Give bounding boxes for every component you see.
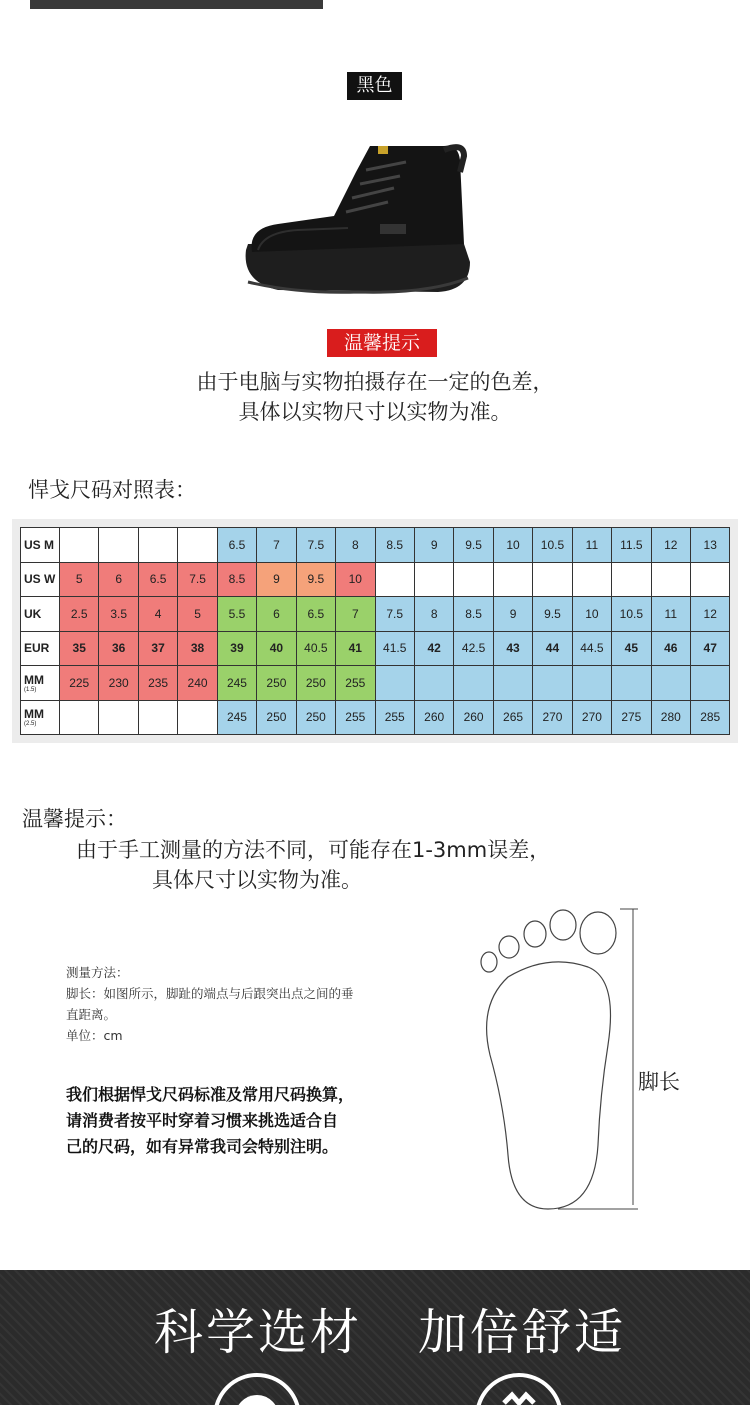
size-cell (533, 666, 572, 701)
size-row (21, 597, 730, 632)
size-cell: 245 (217, 666, 256, 701)
size-cell: 270 (533, 700, 572, 735)
size-cell (691, 562, 730, 597)
size-cell: 9.5 (296, 562, 335, 597)
size-cell (454, 562, 493, 597)
shoe-sole-icon (474, 1373, 564, 1405)
size-cell: 260 (414, 700, 453, 735)
size-cell: 7.5 (296, 528, 335, 563)
size-row (21, 562, 730, 597)
size-cell: 47 (691, 631, 730, 666)
size-cell: 46 (651, 631, 690, 666)
size-cell: 6 (257, 597, 296, 632)
note-line-1: 由于手工测量的方法不同，可能存在1-3mm误差， (76, 838, 551, 862)
size-cell (99, 700, 138, 735)
size-cell: 39 (217, 631, 256, 666)
size-cell: 11.5 (612, 528, 651, 563)
size-cell: 6.5 (296, 597, 335, 632)
size-cell: 6.5 (138, 562, 177, 597)
size-cell (493, 666, 532, 701)
measure-line-2: 直距离。 (66, 1007, 117, 1022)
size-cell: 9.5 (533, 597, 572, 632)
size-cell (691, 666, 730, 701)
size-cell: 8.5 (375, 528, 414, 563)
size-row (21, 666, 730, 701)
size-cell: 5.5 (217, 597, 256, 632)
size-row-label: EUR (21, 631, 60, 666)
size-cell: 42 (414, 631, 453, 666)
measure-title: 测量方法： (66, 965, 129, 980)
tip-line-2: 具体以实物尺寸以实物为准。 (238, 400, 512, 424)
size-cell: 10 (493, 528, 532, 563)
size-cell: 255 (336, 666, 375, 701)
size-cell (99, 528, 138, 563)
size-cell: 11 (651, 597, 690, 632)
size-cell: 12 (651, 528, 690, 563)
size-row-label: MM (1.5) (21, 666, 60, 701)
size-row (21, 631, 730, 666)
size-cell: 255 (375, 700, 414, 735)
gear-icon (212, 1373, 302, 1405)
size-cell (178, 700, 217, 735)
boot-product-image (238, 132, 478, 302)
measure-unit: 单位：cm (66, 1028, 123, 1043)
measure-line-1: 脚长：如图所示，脚趾的端点与后跟突出点之间的垂 (66, 986, 354, 1001)
size-cell: 265 (493, 700, 532, 735)
slogan-comfort: 加倍舒适 (418, 1304, 627, 1361)
size-row-label: UK (21, 597, 60, 632)
size-cell: 2.5 (60, 597, 99, 632)
size-cell (375, 562, 414, 597)
size-row (21, 700, 730, 735)
size-cell: 9.5 (454, 528, 493, 563)
size-cell (60, 528, 99, 563)
size-cell: 8 (336, 528, 375, 563)
size-cell (572, 562, 611, 597)
size-cell (414, 666, 453, 701)
size-cell: 35 (60, 631, 99, 666)
size-cell: 4 (138, 597, 177, 632)
size-cell: 44.5 (572, 631, 611, 666)
size-advice (66, 1082, 426, 1160)
size-cell: 41.5 (375, 631, 414, 666)
size-cell: 5 (178, 597, 217, 632)
size-cell: 285 (691, 700, 730, 735)
size-cell (651, 666, 690, 701)
size-cell (138, 700, 177, 735)
size-cell: 9 (414, 528, 453, 563)
size-row-label: US M (21, 528, 60, 563)
size-cell: 250 (296, 700, 335, 735)
size-cell: 41 (336, 631, 375, 666)
size-cell: 6 (99, 562, 138, 597)
size-cell: 10.5 (612, 597, 651, 632)
size-cell: 40 (257, 631, 296, 666)
size-cell: 250 (296, 666, 335, 701)
size-cell: 240 (178, 666, 217, 701)
size-cell (178, 528, 217, 563)
size-cell: 10 (336, 562, 375, 597)
size-cell (414, 562, 453, 597)
note-title: 温馨提示： (22, 807, 127, 831)
size-cell: 7 (336, 597, 375, 632)
size-cell: 255 (336, 700, 375, 735)
size-cell: 9 (493, 597, 532, 632)
size-cell: 8.5 (454, 597, 493, 632)
top-divider-bar (30, 0, 323, 9)
size-cell: 6.5 (217, 528, 256, 563)
tip-badge: 温馨提示 (327, 329, 437, 357)
size-cell (572, 666, 611, 701)
size-row-label: MM (2.5) (21, 700, 60, 735)
size-cell: 9 (257, 562, 296, 597)
size-cell: 230 (99, 666, 138, 701)
size-cell: 38 (178, 631, 217, 666)
foot-length-label: 脚长 (638, 1070, 680, 1094)
size-cell: 43 (493, 631, 532, 666)
note-line-2: 具体尺寸以实物为准。 (152, 868, 362, 892)
feature-banner (0, 1270, 750, 1405)
size-cell: 11 (572, 528, 611, 563)
advice-line-3: 己的尺码，如有异常我司会特别注明。 (66, 1137, 339, 1156)
size-cell: 270 (572, 700, 611, 735)
size-cell: 44 (533, 631, 572, 666)
size-cell: 42.5 (454, 631, 493, 666)
size-cell: 7.5 (178, 562, 217, 597)
size-cell: 8.5 (217, 562, 256, 597)
size-chart-table (12, 519, 738, 743)
advice-line-2: 请消费者按平时穿着习惯来挑选适合自 (66, 1111, 339, 1130)
size-cell: 45 (612, 631, 651, 666)
size-row (21, 528, 730, 563)
size-cell (138, 528, 177, 563)
size-cell: 12 (691, 597, 730, 632)
size-cell: 8 (414, 597, 453, 632)
size-cell: 10.5 (533, 528, 572, 563)
size-cell: 235 (138, 666, 177, 701)
size-cell: 36 (99, 631, 138, 666)
slogan-materials: 科学选材 (154, 1304, 363, 1361)
size-cell (493, 562, 532, 597)
size-cell: 250 (257, 700, 296, 735)
size-cell: 13 (691, 528, 730, 563)
size-cell: 280 (651, 700, 690, 735)
size-cell: 250 (257, 666, 296, 701)
tip-line-1: 由于电脑与实物拍摄存在一定的色差， (196, 370, 554, 394)
size-cell (612, 666, 651, 701)
size-cell: 275 (612, 700, 651, 735)
foot-outline-diagram (478, 905, 648, 1215)
size-cell: 37 (138, 631, 177, 666)
size-cell: 7 (257, 528, 296, 563)
size-cell (651, 562, 690, 597)
size-cell: 5 (60, 562, 99, 597)
size-cell (454, 666, 493, 701)
size-cell: 260 (454, 700, 493, 735)
size-cell: 245 (217, 700, 256, 735)
size-chart-title: 悍戈尺码对照表： (28, 478, 196, 502)
size-cell (375, 666, 414, 701)
color-tag: 黑色 (347, 72, 402, 100)
size-cell (533, 562, 572, 597)
size-cell (60, 700, 99, 735)
size-cell (612, 562, 651, 597)
size-cell: 10 (572, 597, 611, 632)
size-cell: 40.5 (296, 631, 335, 666)
size-cell: 7.5 (375, 597, 414, 632)
advice-line-1: 我们根据悍戈尺码标准及常用尺码换算， (66, 1085, 355, 1104)
size-cell: 3.5 (99, 597, 138, 632)
size-row-label: US W (21, 562, 60, 597)
size-cell: 225 (60, 666, 99, 701)
